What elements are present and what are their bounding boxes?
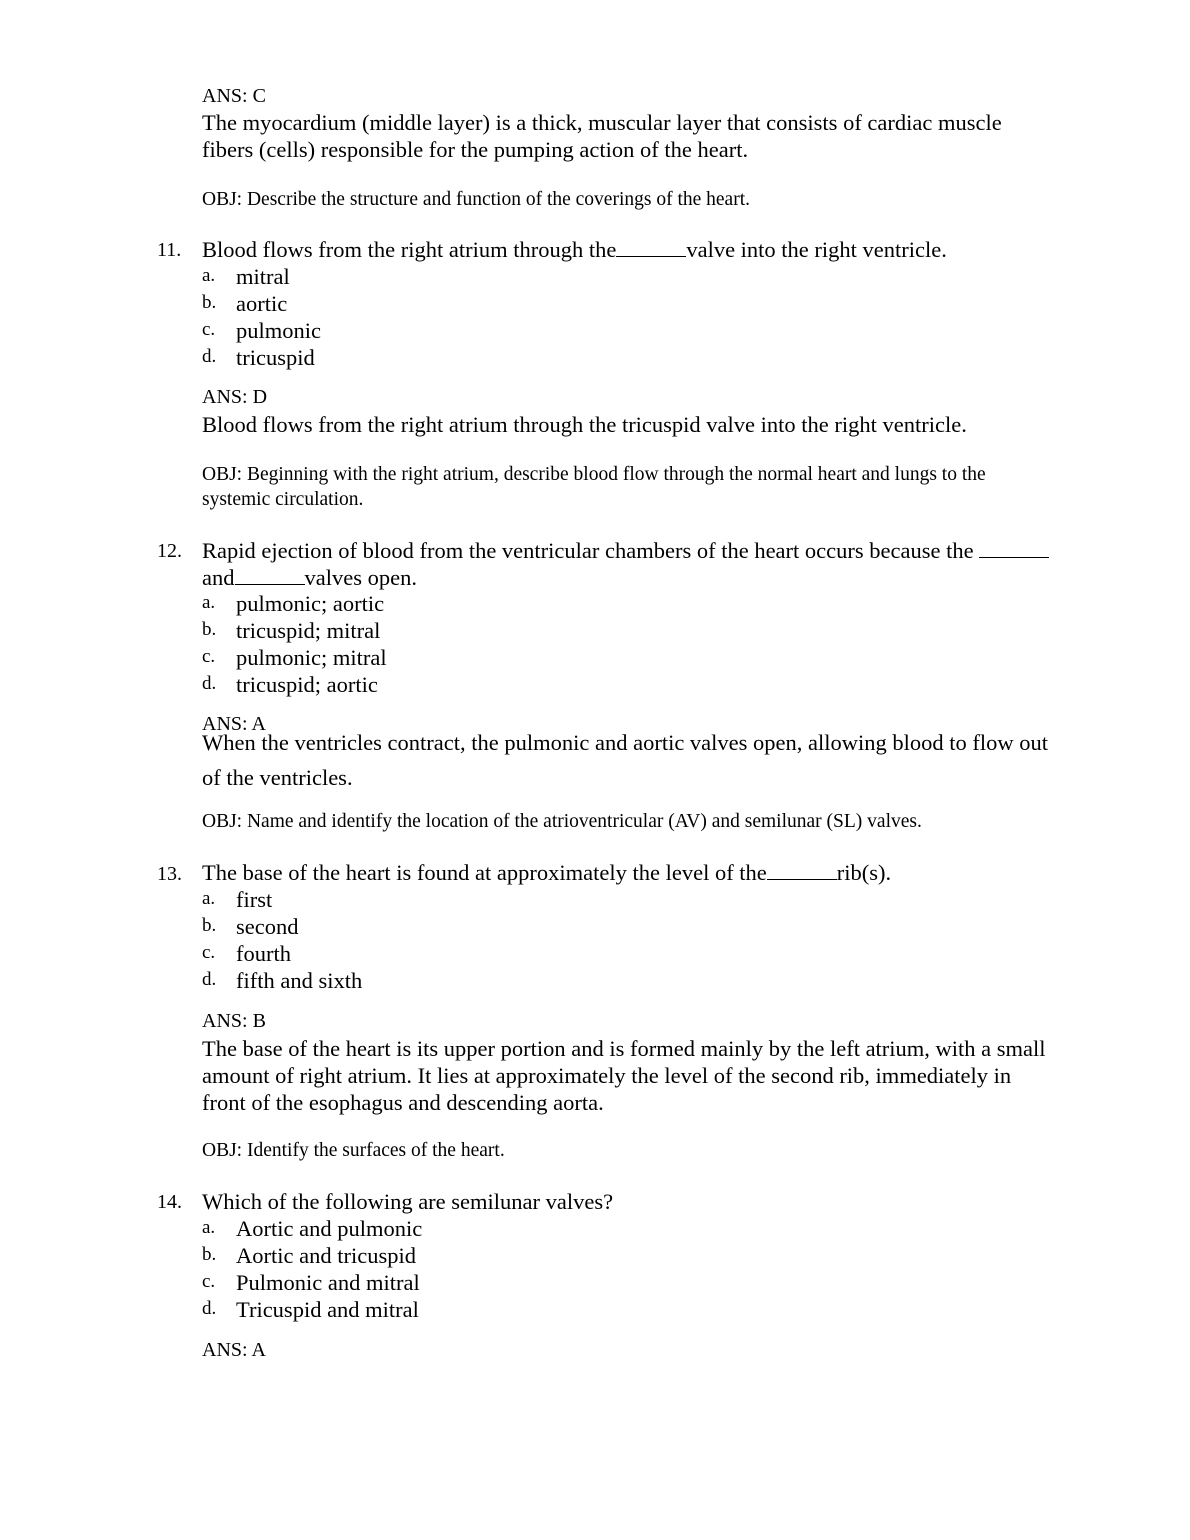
option-label: b. — [202, 1244, 217, 1265]
option-label: c. — [202, 319, 216, 340]
option-text: tricuspid — [236, 345, 315, 370]
option-text: fifth and sixth — [236, 968, 363, 993]
question-text: Which of the following are semilunar valves? — [202, 1189, 614, 1214]
option-label: b. — [202, 619, 217, 640]
answer: ANS: D — [202, 386, 268, 408]
option-text: tricuspid; aortic — [236, 672, 378, 697]
question-text-after: rib(s). — [836, 860, 892, 885]
rationale-line1: The base of the heart is its upper portion and is formed mainly by the left atrium, with a small — [202, 1036, 1046, 1061]
question-text — [202, 237, 947, 263]
option-text: first — [236, 887, 273, 912]
question-text-before: Blood flows from the right atrium through the — [202, 237, 617, 262]
rationale-line3: front of the esophagus and descending aorta. — [202, 1090, 604, 1115]
question-text — [202, 860, 891, 886]
q10-answer: ANS: C — [202, 85, 266, 107]
rationale-line1: When the ventricles contract, the pulmonic and aortic valves open, allowing blood to flow out — [202, 730, 1049, 755]
option-label: c. — [202, 942, 216, 963]
question-text-before: The base of the heart is found at approximately the level of the — [202, 860, 767, 885]
objective-line2: systemic circulation. — [202, 489, 364, 510]
question-text-before: and — [202, 565, 235, 590]
rationale-line1: Blood flows from the right atrium through the tricuspid valve into the right ventricle. — [202, 412, 967, 437]
question-number: 12. — [157, 540, 182, 562]
rationale-line2: amount of right atrium. It lies at approximately the level of the second rib, immediately in — [202, 1063, 1012, 1088]
option-text: pulmonic; aortic — [236, 591, 385, 616]
answer-blank — [979, 539, 1049, 558]
question-text-after: valve into the right ventricle. — [686, 237, 947, 262]
question-text-after: valves open. — [304, 565, 417, 590]
option-text: aortic — [236, 291, 288, 316]
option-text: second — [236, 914, 299, 939]
question-text-line2 — [202, 565, 417, 591]
q10-rationale-line1: The myocardium (middle layer) is a thick, muscular layer that consists of cardiac muscle — [202, 110, 1002, 135]
answer: ANS: A — [202, 713, 266, 735]
answer-blank — [235, 566, 305, 585]
question-number: 14. — [157, 1191, 182, 1213]
rationale-line2: of the ventricles. — [202, 765, 353, 790]
question-text-line1 — [202, 538, 1049, 564]
option-label: b. — [202, 292, 217, 313]
option-text: Aortic and tricuspid — [236, 1243, 416, 1268]
option-text: pulmonic — [236, 318, 321, 343]
q10-rationale-line2: fibers (cells) responsible for the pumping action of the heart. — [202, 137, 749, 162]
option-text: Aortic and pulmonic — [236, 1216, 423, 1241]
option-label: a. — [202, 592, 216, 613]
objective: OBJ: Identify the surfaces of the heart. — [202, 1140, 505, 1161]
option-label: d. — [202, 969, 217, 990]
q10-objective: OBJ: Describe the structure and function of the coverings of the heart. — [202, 189, 750, 210]
option-text: tricuspid; mitral — [236, 618, 381, 643]
answer-blank — [616, 238, 686, 257]
question-number: 13. — [157, 863, 182, 885]
option-label: c. — [202, 646, 216, 667]
answer: ANS: A — [202, 1339, 266, 1361]
option-label: b. — [202, 915, 217, 936]
answer: ANS: B — [202, 1010, 266, 1032]
option-text: mitral — [236, 264, 290, 289]
option-text: pulmonic; mitral — [236, 645, 387, 670]
option-label: d. — [202, 1298, 217, 1319]
question-text: Rapid ejection of blood from the ventricular chambers of the heart occurs because the — [202, 538, 974, 563]
option-label: a. — [202, 1217, 216, 1238]
option-text: fourth — [236, 941, 291, 966]
question-number: 11. — [157, 239, 182, 261]
option-label: d. — [202, 346, 217, 367]
option-label: d. — [202, 673, 217, 694]
option-text: Pulmonic and mitral — [236, 1270, 420, 1295]
answer-blank — [767, 861, 837, 880]
objective: OBJ: Name and identify the location of the atrioventricular (AV) and semilunar (SL) valves. — [202, 811, 922, 832]
option-label: a. — [202, 888, 216, 909]
option-label: c. — [202, 1271, 216, 1292]
option-label: a. — [202, 265, 216, 286]
objective-line1: OBJ: Beginning with the right atrium, describe blood flow through the normal heart and lungs to the — [202, 464, 986, 485]
option-text: Tricuspid and mitral — [236, 1297, 419, 1322]
